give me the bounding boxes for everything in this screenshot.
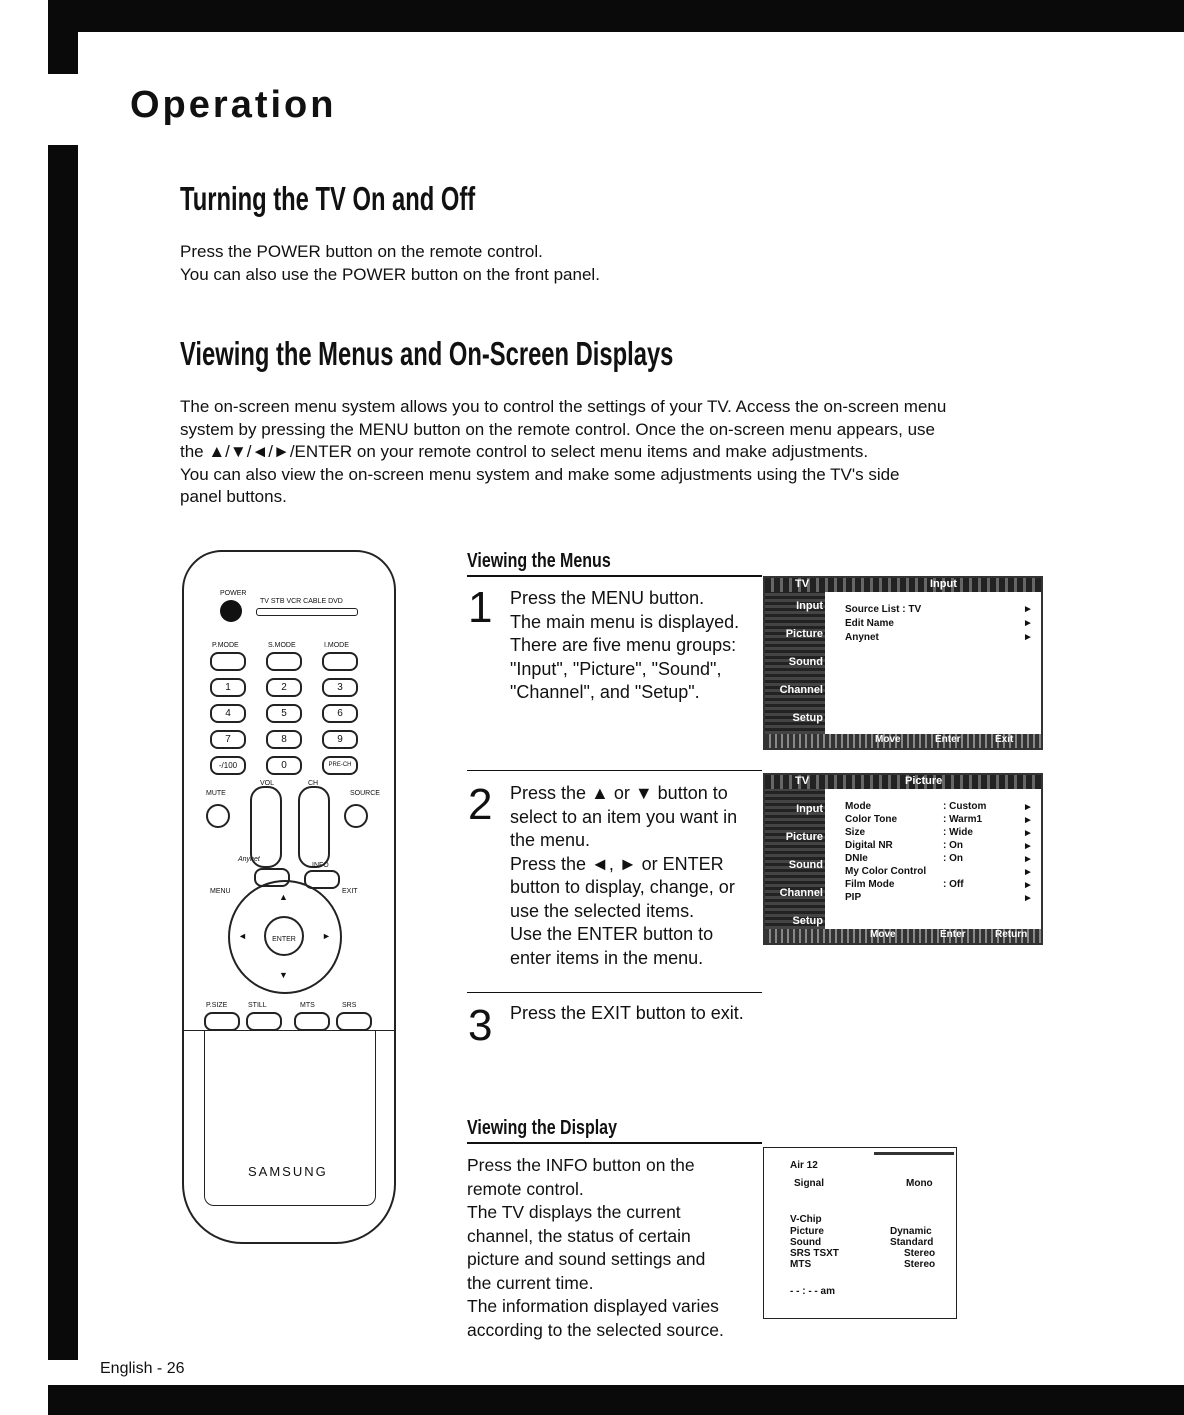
menu-row-anynet: Anynet xyxy=(845,632,879,643)
menu-sidebar xyxy=(765,789,825,929)
display-line: according to the selected source. xyxy=(467,1319,724,1340)
row-value: : TV xyxy=(902,604,922,615)
srs-button xyxy=(336,1012,372,1031)
sidebar-item-sound: Sound xyxy=(788,859,823,871)
enter-button: ENTER xyxy=(264,916,304,956)
source-button-icon xyxy=(344,804,368,828)
menu-row-source-list xyxy=(845,604,921,615)
input-menu-screenshot xyxy=(763,576,1043,750)
section-power-text xyxy=(180,241,600,286)
display-line: remote control. xyxy=(467,1178,584,1199)
step-line: Press the MENU button. xyxy=(510,588,705,608)
anynet-label: Anynet xyxy=(238,856,260,863)
still-label: STILL xyxy=(248,1002,267,1009)
step-3-number: 3 xyxy=(468,1001,493,1050)
top-black-bar xyxy=(48,0,1184,32)
p-mode-button xyxy=(210,652,246,671)
display-line: The information displayed varies xyxy=(467,1296,719,1316)
menu-row-pip: PIP xyxy=(845,892,862,903)
menu-row-value: : On xyxy=(943,840,963,851)
display-line: the current time. xyxy=(467,1272,594,1293)
source-selector-labels: TV STB VCR CABLE DVD xyxy=(260,598,343,605)
step-2-text xyxy=(510,782,737,970)
arrow-right-icon: ► xyxy=(1023,618,1033,629)
samsung-brand: SAMSUNG xyxy=(248,1164,328,1179)
paragraph-line: panel buttons. xyxy=(180,487,287,506)
menu-sidebar xyxy=(765,592,825,734)
digit-5-button: 5 xyxy=(266,704,302,723)
paragraph-line: The on-screen menu system allows you to control the settings of your TV. Access the on-screen menu xyxy=(180,397,947,416)
left-arrow-icon: ◄ xyxy=(238,931,247,941)
arrow-right-icon: ► xyxy=(1023,604,1033,615)
top-left-tab xyxy=(48,32,78,74)
row-label: Source List xyxy=(845,604,900,615)
sidebar-item-channel: Channel xyxy=(779,684,823,696)
info-picture-value: Dynamic xyxy=(890,1226,932,1237)
menu-label: MENU xyxy=(210,888,231,895)
paragraph-line: the ▲/▼/◄/►/ENTER on your remote control to select menu items and make adjustments. xyxy=(180,442,869,461)
power-label: POWER xyxy=(220,590,247,597)
paragraph-line: You can also use the POWER button on the front panel. xyxy=(180,264,600,284)
info-signal-value: Mono xyxy=(906,1178,933,1189)
srs-label: SRS xyxy=(342,1002,357,1009)
sidebar-item-picture: Picture xyxy=(785,831,823,843)
menu-row-size: Size xyxy=(845,827,866,838)
sidebar-item-input: Input xyxy=(796,600,823,612)
display-line: The TV displays the current xyxy=(467,1202,681,1222)
s-mode-button xyxy=(266,652,302,671)
sidebar-item-picture: Picture xyxy=(785,628,823,640)
footer-return: Return xyxy=(995,929,1028,940)
digit-2-button: 2 xyxy=(266,678,302,697)
bottom-black-bar xyxy=(48,1385,1184,1415)
digit-9-button: 9 xyxy=(322,730,358,749)
menu-row-value: : Warm1 xyxy=(943,814,983,825)
menu-title-bar xyxy=(765,775,1041,789)
sidebar-item-setup: Setup xyxy=(792,915,823,927)
menu-row-edit-name: Edit Name xyxy=(845,618,894,629)
menu-row-my-color-control: My Color Control xyxy=(845,866,927,877)
section-heading-menus: Viewing the Menus and On-Screen Displays xyxy=(180,335,674,372)
step-line: "Input", "Picture", "Sound", xyxy=(510,658,722,679)
section-heading-power: Turning the TV On and Off xyxy=(180,180,476,217)
info-sound-value: Standard xyxy=(890,1237,934,1248)
tv-label: TV xyxy=(795,775,810,787)
page-footer: English - 26 xyxy=(100,1360,185,1377)
i-mode-button xyxy=(322,652,358,671)
step-line: enter items in the menu. xyxy=(510,947,704,968)
digit-0-button: 0 xyxy=(266,756,302,775)
menu-row-value: : Custom xyxy=(943,801,987,812)
info-top-bar xyxy=(874,1152,954,1155)
digit-1-button: 1 xyxy=(210,678,246,697)
info-channel: Air 12 xyxy=(790,1160,818,1171)
left-black-bar xyxy=(48,145,78,1360)
info-srs-label: SRS TSXT xyxy=(790,1248,839,1259)
menu-row-digital-nr: Digital NR xyxy=(845,840,893,851)
info-signal-label: Signal xyxy=(794,1178,825,1189)
paragraph-line: Press the POWER button on the remote control. xyxy=(180,242,543,261)
step-2-number: 2 xyxy=(468,780,493,829)
mute-button-icon xyxy=(206,804,230,828)
step-line: Press the ▲ or ▼ button to xyxy=(510,783,728,803)
mute-label: MUTE xyxy=(206,790,226,797)
picture-menu-screenshot xyxy=(763,773,1043,945)
info-sound-label: Sound xyxy=(790,1237,822,1248)
step-line: Press the EXIT button to exit. xyxy=(510,1003,744,1023)
arrow-right-icons: ► ► ► ► ► ► ► ► xyxy=(1023,802,1033,904)
menu-footer xyxy=(765,929,1041,943)
sidebar-item-sound: Sound xyxy=(788,656,823,668)
sidebar-item-input: Input xyxy=(796,803,823,815)
paragraph-line: You can also view the on-screen menu system and make some adjustments using the TV's side xyxy=(180,464,900,484)
source-selector-switch xyxy=(256,608,358,616)
page-title: Operation xyxy=(130,84,337,126)
step-line: the menu. xyxy=(510,830,591,850)
footer-enter: Enter xyxy=(940,929,966,940)
display-text xyxy=(467,1154,724,1342)
section-menus-text xyxy=(180,396,1050,509)
right-arrow-icon: ► xyxy=(322,931,331,941)
digit-100-button: -/100 xyxy=(210,756,246,775)
footer-move: Move xyxy=(875,734,901,745)
info-picture-label: Picture xyxy=(790,1226,824,1237)
info-vchip: V-Chip xyxy=(790,1214,822,1225)
still-button xyxy=(246,1012,282,1031)
menu-title: Picture xyxy=(905,775,943,787)
arrow-right-icon: ► xyxy=(1023,632,1033,643)
i-mode-label: I.MODE xyxy=(324,642,349,649)
menus-subheading: Viewing the Menus xyxy=(467,550,611,572)
digit-7-button: 7 xyxy=(210,730,246,749)
p-size-button xyxy=(204,1012,240,1031)
menu-row-color-tone: Color Tone xyxy=(845,814,898,825)
tv-label: TV xyxy=(795,578,810,590)
up-arrow-icon: ▲ xyxy=(279,892,288,902)
display-subheading-rule xyxy=(467,1142,762,1144)
step-divider xyxy=(467,770,762,771)
digit-6-button: 6 xyxy=(322,704,358,723)
digit-8-button: 8 xyxy=(266,730,302,749)
channel-rocker-icon xyxy=(298,786,330,868)
menu-row-value: : Off xyxy=(943,879,964,890)
digit-3-button: 3 xyxy=(322,678,358,697)
step-line: Press the ◄, ► or ENTER xyxy=(510,853,724,874)
info-label: INFO xyxy=(312,862,329,869)
display-subheading: Viewing the Display xyxy=(467,1117,617,1139)
menu-row-value: : On xyxy=(943,853,963,864)
s-mode-label: S.MODE xyxy=(268,642,296,649)
info-mts-label: MTS xyxy=(790,1259,812,1270)
info-mts-value: Stereo xyxy=(904,1259,936,1270)
menu-title-bar xyxy=(765,578,1041,592)
info-srs-value: Stereo xyxy=(904,1248,936,1259)
step-line: There are five menu groups: xyxy=(510,635,737,655)
mts-button xyxy=(294,1012,330,1031)
source-label: SOURCE xyxy=(350,790,380,797)
footer-enter: Enter xyxy=(935,734,961,745)
menu-row-dnie: DNIe xyxy=(845,853,868,864)
step-1-text xyxy=(510,587,739,705)
exit-label: EXIT xyxy=(342,888,358,895)
info-time: - - : - - am xyxy=(790,1286,835,1297)
step-3-text xyxy=(510,1002,744,1026)
display-line: Press the INFO button on the xyxy=(467,1155,695,1175)
down-arrow-icon: ▼ xyxy=(279,970,288,980)
step-1-number: 1 xyxy=(468,583,493,632)
step-line: Use the ENTER button to xyxy=(510,924,714,944)
pre-ch-button: PRE-CH xyxy=(322,756,358,775)
menu-footer xyxy=(765,734,1041,748)
step-line: button to display, change, or xyxy=(510,877,735,897)
footer-move: Move xyxy=(870,929,896,940)
remote-control-illustration xyxy=(182,550,396,1244)
p-size-label: P.SIZE xyxy=(206,1002,228,1009)
step-divider xyxy=(467,992,762,993)
step-line: "Channel", and "Setup". xyxy=(510,682,700,702)
footer-exit: Exit xyxy=(995,734,1014,745)
display-line: channel, the status of certain xyxy=(467,1225,691,1246)
remote-lower-panel xyxy=(204,1030,376,1206)
power-button-icon xyxy=(220,600,242,622)
digit-4-button: 4 xyxy=(210,704,246,723)
display-line: picture and sound settings and xyxy=(467,1249,706,1269)
step-line: select to an item you want in xyxy=(510,806,738,827)
ch-label: CH xyxy=(308,780,319,787)
vol-label: VOL xyxy=(260,780,275,787)
step-line: The main menu is displayed. xyxy=(510,611,740,632)
mts-label: MTS xyxy=(300,1002,315,1009)
info-display-screenshot xyxy=(763,1147,957,1319)
menu-row-value: : Wide xyxy=(943,827,973,838)
menu-row-mode: Mode xyxy=(845,801,872,812)
menus-subheading-rule xyxy=(467,575,762,577)
step-line: use the selected items. xyxy=(510,900,695,921)
menu-title: Input xyxy=(930,578,957,590)
p-mode-label: P.MODE xyxy=(212,642,239,649)
paragraph-line: system by pressing the MENU button on the remote control. Once the on-screen menu appears, use xyxy=(180,419,935,439)
menu-row-film-mode: Film Mode xyxy=(845,879,895,890)
sidebar-item-channel: Channel xyxy=(779,887,823,899)
sidebar-item-setup: Setup xyxy=(792,712,823,724)
